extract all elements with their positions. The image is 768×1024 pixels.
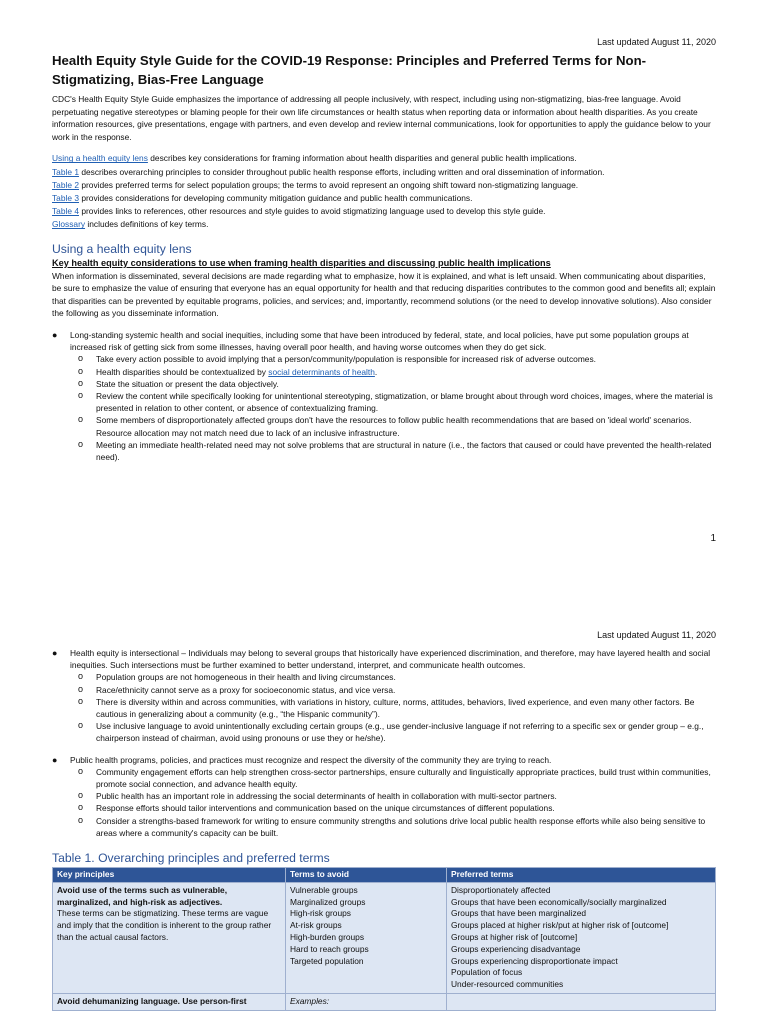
list-item — [52, 754, 716, 839]
column-header-terms-to-avoid: Terms to avoid — [286, 868, 447, 883]
column-header-key-principles: Key principles — [53, 868, 286, 883]
principles-table — [52, 867, 716, 1011]
link-social-determinants[interactable]: social determinants of health — [268, 366, 375, 377]
sub-bullet-text: Meeting an immediate health-related need may not solve problems that are structural in nature (i.e., the factors that caused or could have prevented the health-related need). — [96, 439, 712, 462]
circle-bullet-icon: o — [78, 389, 84, 400]
bullet-icon: ● — [52, 648, 58, 658]
toc-item — [52, 179, 716, 192]
last-updated-date: Last updated August 11, 2020 — [597, 37, 716, 47]
section-heading: Using a health equity lens — [52, 241, 192, 256]
sub-bullet-list — [70, 353, 716, 463]
terms-to-avoid-cell — [286, 882, 447, 993]
sub-bullet-text: Review the content while specifically looking for unintentional stereotyping, stigmatization, or blame brought about through word choices, images, where the material is presented in relation to other content, or absence of contextualizing framing. — [96, 390, 713, 414]
circle-bullet-icon: o — [78, 720, 84, 731]
table-row — [53, 994, 716, 1011]
table-of-contents — [52, 152, 716, 231]
bullet-icon: ● — [52, 329, 58, 340]
preferred-term: Groups that have been marginalized — [451, 908, 587, 919]
toc-link-health-equity-lens[interactable]: Using a health equity lens — [52, 153, 148, 164]
toc-item — [52, 218, 716, 231]
avoid-term: High-burden groups — [290, 932, 365, 943]
bullet-list — [52, 647, 716, 839]
toc-description: provides links to references, other resources and style guides to avoid stigmatizing language used to develop this style guide. — [79, 206, 546, 217]
toc-description: includes definitions of key terms. — [85, 219, 209, 230]
list-item — [78, 414, 716, 438]
list-item — [78, 684, 716, 696]
document-page-2 — [0, 612, 768, 1024]
table-heading: Table 1. Overarching principles and preferred terms — [52, 851, 330, 866]
circle-bullet-icon: o — [78, 414, 84, 425]
circle-bullet-icon: o — [78, 365, 84, 376]
list-item — [78, 390, 716, 414]
toc-item — [52, 152, 716, 165]
principle-cell — [53, 994, 286, 1011]
preferred-term: Disproportionately affected — [451, 884, 551, 895]
page-gap — [0, 560, 768, 612]
preferred-term: Population of focus — [451, 967, 523, 978]
sub-bullet-text: Community engagement efforts can help strengthen cross-sector partnerships, ensure culturally and linguistically appropriate practices, build trust within communities, promote social connection, and advance health equity. — [96, 766, 711, 790]
list-item — [78, 790, 716, 802]
sub-bullet-text: State the situation or present the data objectively. — [96, 378, 279, 389]
terms-to-avoid-cell — [286, 994, 447, 1011]
bullet-list — [52, 329, 716, 463]
list-item — [78, 671, 716, 683]
preferred-term: Under-resourced communities — [451, 979, 564, 990]
circle-bullet-icon: o — [78, 377, 84, 388]
toc-link-table-2[interactable]: Table 2 — [52, 179, 80, 190]
column-header-preferred-terms: Preferred terms — [447, 868, 716, 883]
avoid-term: Targeted population — [290, 955, 364, 966]
circle-bullet-icon: o — [78, 695, 84, 706]
preferred-term: Groups at higher risk of [outcome] — [451, 932, 578, 943]
list-item — [78, 696, 716, 720]
examples-label: Examples: — [290, 996, 330, 1007]
section-paragraph: When information is disseminated, several decisions are made regarding what to emphasize, how it is explained, and what is left unsaid. When communicating about disparities, be sure to emphasize the value of ensuring that everyone has an equal opportunity for health and that reducing disparities contributes to the common good and benefits all; explain that disparities can be prevented by equitable programs, policies, and services; and, importantly, recommend solutions (or the need to develop innovative solutions). Also consider the following as you disseminate information. — [52, 270, 716, 319]
list-item — [78, 439, 716, 463]
circle-bullet-icon: o — [78, 802, 84, 813]
principle-description: These terms can be stigmatizing. These terms are vague and imply that the condition is inherent to the group rather than the actual causal factors. — [57, 908, 272, 943]
list-item — [78, 366, 716, 378]
list-item — [78, 802, 716, 814]
sub-bullet-text: Response efforts should tailor interventions and communication based on the unique circumstances of different populations. — [96, 803, 555, 814]
toc-link-table-4[interactable]: Table 4 — [52, 206, 80, 217]
list-item — [78, 720, 716, 744]
circle-bullet-icon: o — [78, 765, 84, 776]
list-item — [52, 329, 716, 463]
page-number: 1 — [710, 533, 716, 544]
bullet-text: Long-standing systemic health and social inequities, including some that have been introduced by federal, state, and local policies, have put some population groups at increased risk of getting sick from some illnesses, having overall poor health, and having worse outcomes when they do get sick. — [70, 329, 689, 353]
circle-bullet-icon: o — [78, 814, 84, 825]
toc-description: provides considerations for developing community mitigation guidance and public health communications. — [79, 192, 473, 203]
avoid-term: Hard to reach groups — [290, 943, 369, 954]
avoid-term: Marginalized groups — [290, 896, 366, 907]
toc-item — [52, 205, 716, 218]
toc-link-glossary[interactable]: Glossary — [52, 219, 86, 230]
intro-paragraph: CDC's Health Equity Style Guide emphasizes the importance of addressing all people inclusively, with respect, including using non-stigmatizing, bias-free language. Avoid perpetuating negative stereotypes or blaming people for their own life circumstances or health status when reporting data or information about health disparities. As you create information resources, give presentations, engage with partners, and even develop and review internal communications, look for opportunities to apply the guidance below to your work in the response. — [52, 94, 711, 142]
preferred-term: Groups experiencing disproportionate impact — [451, 955, 618, 966]
document-title: Health Equity Style Guide for the COVID-19 Response: Principles and Preferred Terms for Non-Stigmatizing, Bias-Free Language — [52, 53, 647, 87]
avoid-term: At-risk groups — [290, 920, 342, 931]
subsection-heading: Key health equity considerations to use when framing health disparities and discussing public health implications — [52, 257, 551, 268]
preferred-terms-cell — [447, 994, 716, 1011]
sub-bullet-text: Consider a strengths-based framework for writing to ensure community strengths and solutions drive local public health response efforts while also being sensitive to areas where a community's capacity can be built. — [96, 815, 706, 838]
sub-bullet-text: . — [374, 366, 378, 377]
sub-bullet-text: There is diversity within and across communities, with variations in history, culture, norms, attitudes, behaviors, lived experience, and even many other factors. Be cautious in generalizing about a community (e.g., “the Hispanic community”). — [96, 696, 695, 720]
toc-link-table-3[interactable]: Table 3 — [52, 192, 80, 203]
preferred-term: Groups that have been economically/socially marginalized — [451, 896, 667, 907]
toc-description: provides preferred terms for select population groups; the terms to avoid represent an ongoing shift toward non-stigmatizing language. — [79, 179, 579, 190]
toc-item — [52, 166, 716, 179]
circle-bullet-icon: o — [78, 353, 84, 364]
sub-bullet-text: Take every action possible to avoid implying that a person/community/population is responsible for increased risk of adverse outcomes. — [96, 354, 596, 365]
avoid-term: Vulnerable groups — [290, 884, 358, 895]
list-item — [78, 353, 716, 365]
preferred-term: Groups experiencing disadvantage — [451, 943, 581, 954]
preferred-term: Groups placed at higher risk/put at higher risk of [outcome] — [451, 920, 669, 931]
toc-item — [52, 192, 716, 205]
sub-bullet-text: Use inclusive language to avoid unintentionally excluding certain groups (e.g., use gender-inclusive language if not referring to a specific sex or gender group – e.g., chairperson instead of chairman, avoid using pronouns or use they or he/she). — [96, 721, 704, 744]
sub-bullet-text: Some members of disproportionately affected groups don't have the resources to follow public health recommendations that are based on 'ideal world' scenarios. Resource allocation may not match need due to lack of an inclusive infrastructure. — [96, 415, 692, 438]
toc-description: describes overarching principles to consider throughout public health response efforts, including written and oral dissemination of information. — [79, 166, 605, 177]
circle-bullet-icon: o — [78, 790, 84, 801]
sub-bullet-text: Population groups are not homogeneous in their health and living circumstances. — [96, 672, 396, 683]
bullet-text: Health equity is intersectional – Individuals may belong to several groups that historically have experienced discrimination, and therefore, may have layered health and social inequities. Such intersections must be further examined to better understand, interpret, and communicate health outcomes. — [70, 648, 711, 671]
sub-bullet-text: Public health has an important role in addressing the social determinants of health in collaboration with multi-sector partners. — [96, 791, 557, 802]
list-item — [78, 378, 716, 390]
table-row — [53, 882, 716, 993]
bullet-text: Public health programs, policies, and practices must recognize and respect the diversity of the community they are trying to reach. — [70, 754, 552, 765]
sub-bullet-text: Race/ethnicity cannot serve as a proxy for socioeconomic status, and vice versa. — [96, 684, 396, 695]
table-header-row — [53, 868, 716, 883]
list-item — [78, 766, 716, 790]
circle-bullet-icon: o — [78, 671, 84, 682]
list-item — [52, 647, 716, 745]
bullet-icon: ● — [52, 754, 58, 765]
page-1-content — [52, 51, 716, 463]
principle-title: Avoid use of the terms such as vulnerable, marginalized, and high-risk as adjectives. — [57, 884, 228, 907]
circle-bullet-icon: o — [78, 683, 84, 694]
sub-bullet-list — [70, 766, 716, 839]
principle-title: Avoid dehumanizing language. Use person-first — [57, 996, 247, 1007]
list-item — [78, 815, 716, 839]
avoid-term: High-risk groups — [290, 908, 351, 919]
toc-description: describes key considerations for framing information about health disparities and general public health implications. — [147, 153, 577, 164]
sub-bullet-text: Health disparities should be contextualized by — [96, 366, 269, 377]
circle-bullet-icon: o — [78, 438, 84, 449]
last-updated-date: Last updated August 11, 2020 — [597, 630, 716, 640]
toc-link-table-1[interactable]: Table 1 — [52, 166, 80, 177]
principle-cell — [53, 882, 286, 993]
sub-bullet-list — [70, 671, 716, 744]
page-2-content — [52, 647, 716, 1011]
preferred-terms-cell — [447, 882, 716, 993]
